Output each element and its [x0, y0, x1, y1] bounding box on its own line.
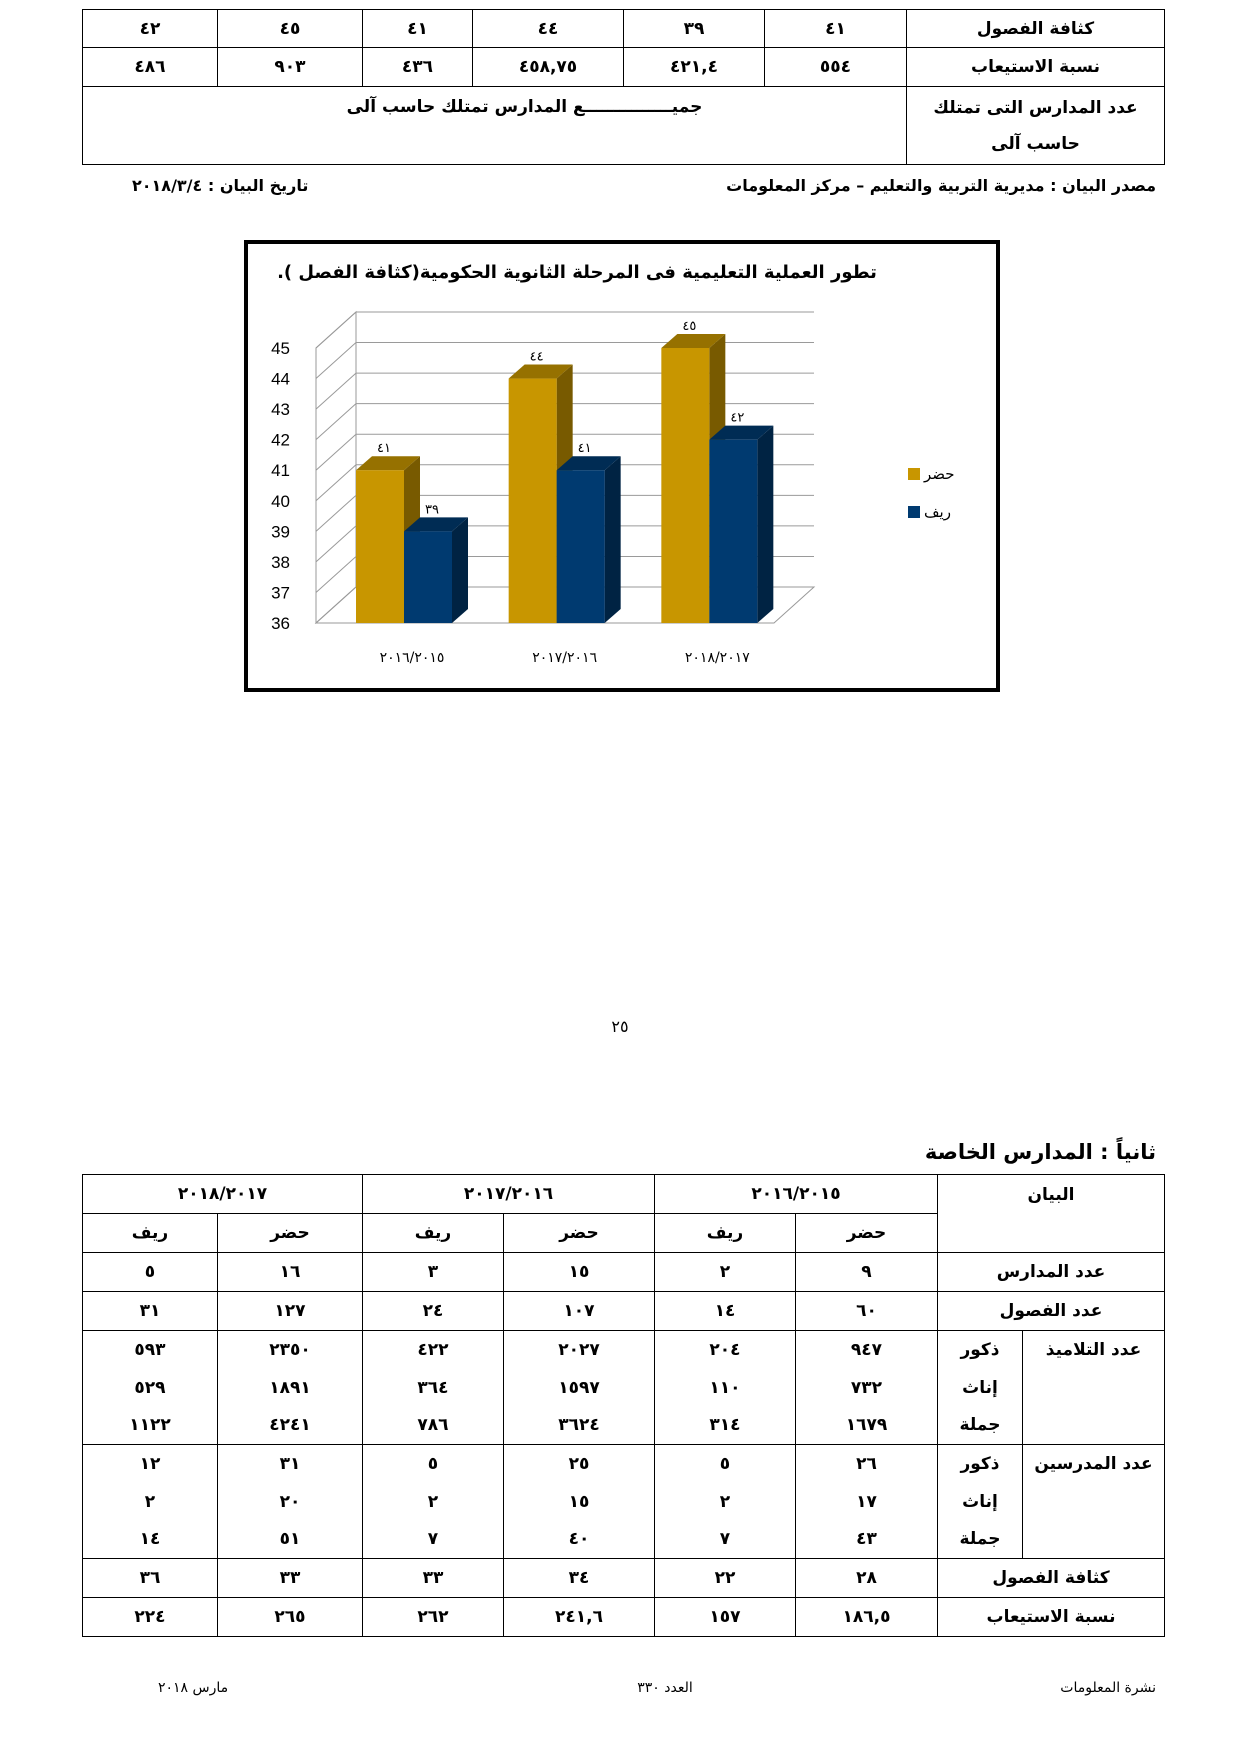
sub-header: ريف	[83, 1214, 218, 1253]
classes-row	[83, 1292, 1165, 1331]
sub-header: حضر	[218, 1214, 363, 1253]
cell: ١٥٩٧	[504, 1369, 655, 1407]
cell: ٥٩٣	[83, 1331, 218, 1369]
cell: ٤٣٦	[363, 48, 473, 87]
cell: ٢٠٢٧	[504, 1331, 655, 1369]
students-row-total	[83, 1407, 1165, 1445]
cell: ٥٥٤	[765, 48, 907, 87]
cell: ٢٢	[655, 1559, 796, 1598]
x-tick-label: ٢٠١٦/٢٠١٥	[379, 650, 445, 666]
sub-header: ريف	[655, 1214, 796, 1253]
data-label: ٤١	[377, 441, 391, 457]
chart-side-wall	[316, 312, 356, 623]
cell: ٦٠	[796, 1292, 938, 1331]
cell: ١٦٧٩	[796, 1407, 938, 1445]
cell: ٧٨٦	[363, 1407, 504, 1445]
cell: ٤١	[363, 10, 473, 48]
computer-row	[83, 87, 1165, 165]
data-date: تاريخ البيان : ٢٠١٨/٣/٤	[132, 176, 309, 195]
density-row	[83, 10, 1165, 48]
cell: ٢	[363, 1483, 504, 1521]
y-tick-label: 41	[271, 461, 290, 481]
bar-0	[661, 348, 709, 623]
year-header: ٢٠١٨/٢٠١٧	[83, 1175, 363, 1214]
bar-1	[709, 440, 757, 623]
cell: ٣٦	[83, 1559, 218, 1598]
cell: ٢٠٤	[655, 1331, 796, 1369]
cell: ٥١	[218, 1521, 363, 1559]
x-tick-label: ٢٠١٨/٢٠١٧	[684, 650, 750, 666]
cell: ١٤	[83, 1521, 218, 1559]
data-label: ٤٤	[529, 349, 544, 365]
legend-label: حضر	[924, 465, 955, 483]
cell: ٢	[655, 1253, 796, 1292]
cell: ٤٥	[218, 10, 363, 48]
sub-label: إناث	[938, 1483, 1023, 1521]
y-tick-label: 42	[271, 430, 290, 450]
cell: ٢٥	[504, 1445, 655, 1483]
cell: ٤٤	[473, 10, 624, 48]
bar-side-1	[452, 517, 468, 623]
cell: ٧٣٢	[796, 1369, 938, 1407]
data-label: ٤١	[577, 441, 592, 457]
sub-label: ذكور	[938, 1445, 1023, 1483]
cell: ١٨٦,٥	[796, 1598, 938, 1637]
cell: ١٢٧	[218, 1292, 363, 1331]
data-label: ٣٩	[425, 502, 439, 518]
x-tick-label: ٢٠١٧/٢٠١٦	[532, 650, 598, 666]
sub-label: إناث	[938, 1369, 1023, 1407]
sub-header: حضر	[504, 1214, 655, 1253]
y-tick-label: 40	[271, 491, 290, 511]
cell: ١٠٧	[504, 1292, 655, 1331]
cell: ٣٤	[504, 1559, 655, 1598]
cell: ٤٨٦	[83, 48, 218, 87]
cell: ٥	[655, 1445, 796, 1483]
row-label: كثافة الفصول	[907, 10, 1165, 48]
density-row	[83, 1559, 1165, 1598]
cell: ٣١	[83, 1292, 218, 1331]
cell: ١٧	[796, 1483, 938, 1521]
sub-label: ذكور	[938, 1331, 1023, 1369]
cell: ٤٢	[83, 10, 218, 48]
cell: ١٥	[504, 1483, 655, 1521]
cell: ٢٦	[796, 1445, 938, 1483]
y-tick-label: 38	[271, 552, 290, 572]
cell: ٩٤٧	[796, 1331, 938, 1369]
y-tick-label: 39	[271, 522, 290, 542]
footer-date: مارس ٢٠١٨	[158, 1680, 229, 1696]
cell: ٣١٤	[655, 1407, 796, 1445]
y-tick-label: 45	[271, 339, 290, 358]
y-tick-label: 36	[271, 614, 290, 633]
data-label: ٤٥	[682, 319, 697, 334]
absorption-row	[83, 1598, 1165, 1637]
section-heading: ثانياً : المدارس الخاصة	[924, 1140, 1156, 1164]
cell: ٢٤	[363, 1292, 504, 1331]
sub-label: جملة	[938, 1407, 1023, 1445]
group-label: عدد المدرسين	[1023, 1445, 1165, 1559]
bar-0	[356, 470, 404, 623]
legend-label: ريف	[924, 503, 951, 521]
sub-header: ريف	[363, 1214, 504, 1253]
footer-publication: نشرة المعلومات	[1060, 1680, 1156, 1696]
row-label: نسبة الاستيعاب	[907, 48, 1165, 87]
year-header: ٢٠١٦/٢٠١٥	[655, 1175, 938, 1214]
students-row-males	[83, 1331, 1165, 1369]
cell: ٧	[655, 1521, 796, 1559]
row-label: نسبة الاستيعاب	[938, 1598, 1165, 1637]
cell: ٣٦٤	[363, 1369, 504, 1407]
absorption-row	[83, 48, 1165, 87]
year-header: ٢٠١٧/٢٠١٦	[363, 1175, 655, 1214]
y-tick-label: 37	[271, 583, 290, 603]
computer-value: جميـــــــــــــــع المدارس تمتلك حاسب آلى	[346, 97, 703, 117]
schools-row	[83, 1253, 1165, 1292]
cell: ٤٢٤١	[218, 1407, 363, 1445]
row-label: كثافة الفصول	[938, 1559, 1165, 1598]
cell: ٤٣	[796, 1521, 938, 1559]
cell: ١٥	[504, 1253, 655, 1292]
teachers-row-females	[83, 1483, 1165, 1521]
private-schools-table	[82, 1174, 1165, 1637]
cell: ٣٣	[363, 1559, 504, 1598]
cell: ٥	[83, 1253, 218, 1292]
cell: ٣٦٢٤	[504, 1407, 655, 1445]
cell: ٢٨	[796, 1559, 938, 1598]
cell: ٢٢٤	[83, 1598, 218, 1637]
cell: ٢٦٢	[363, 1598, 504, 1637]
cell: ٣٣	[218, 1559, 363, 1598]
cell: ٤٠	[504, 1521, 655, 1559]
cell: ٣٩	[624, 10, 765, 48]
cell: ١٥٧	[655, 1598, 796, 1637]
cell: ١١٢٢	[83, 1407, 218, 1445]
sub-header: حضر	[796, 1214, 938, 1253]
cell: ٧	[363, 1521, 504, 1559]
top-table	[82, 9, 1165, 165]
chart-title: تطور العملية التعليمية فى المرحلة الثانوية الحكومية(كثافة الفصل ).	[277, 262, 877, 283]
students-row-females	[83, 1369, 1165, 1407]
cell: ٤٢١,٤	[624, 48, 765, 87]
sub-label: جملة	[938, 1521, 1023, 1559]
cell: ١٦	[218, 1253, 363, 1292]
row-label: عدد المدارس	[938, 1253, 1165, 1292]
legend-swatch	[908, 468, 920, 480]
y-tick-label: 43	[271, 400, 290, 420]
bar-side-1	[757, 426, 773, 623]
cell: ٤٥٨,٧٥	[473, 48, 624, 87]
row-label: عدد الفصول	[938, 1292, 1165, 1331]
cell: ٢٤١,٦	[504, 1598, 655, 1637]
cell: ١١٠	[655, 1369, 796, 1407]
bar-1	[404, 531, 452, 623]
cell: ٣١	[218, 1445, 363, 1483]
cell: ٤١	[765, 10, 907, 48]
cell: ٢٣٥٠	[218, 1331, 363, 1369]
computer-label-line2: حاسب آلى	[991, 133, 1080, 154]
teachers-row-males	[83, 1445, 1165, 1483]
data-label: ٤٢	[730, 410, 745, 426]
cell: ١٢	[83, 1445, 218, 1483]
cell: ٢٠	[218, 1483, 363, 1521]
cell: ٥	[363, 1445, 504, 1483]
cell: ٤٢٢	[363, 1331, 504, 1369]
bar-1	[557, 470, 605, 623]
data-source: مصدر البيان : مديرية التربية والتعليم – مركز المعلومات	[726, 176, 1156, 195]
cell: ٩٠٣	[218, 48, 363, 87]
computer-label-line1: عدد المدارس التى تمتلك	[933, 97, 1138, 118]
group-label: عدد التلاميذ	[1023, 1331, 1165, 1445]
cell: ٢	[83, 1483, 218, 1521]
bar-chart	[244, 240, 1000, 692]
cell: ٣	[363, 1253, 504, 1292]
cell: ١٨٩١	[218, 1369, 363, 1407]
cell: ٥٢٩	[83, 1369, 218, 1407]
teachers-row-total	[83, 1521, 1165, 1559]
cell: ٢٦٥	[218, 1598, 363, 1637]
y-tick-label: 44	[271, 369, 290, 389]
bar-side-1	[605, 456, 621, 623]
cell: ٢	[655, 1483, 796, 1521]
cell: ١٤	[655, 1292, 796, 1331]
page-number: ٢٥	[611, 1017, 629, 1036]
legend-swatch	[908, 506, 920, 518]
column-label: البيان	[938, 1175, 1165, 1253]
bar-0	[509, 379, 557, 623]
cell: ٩	[796, 1253, 938, 1292]
footer-issue: العدد ٣٣٠	[637, 1680, 693, 1696]
